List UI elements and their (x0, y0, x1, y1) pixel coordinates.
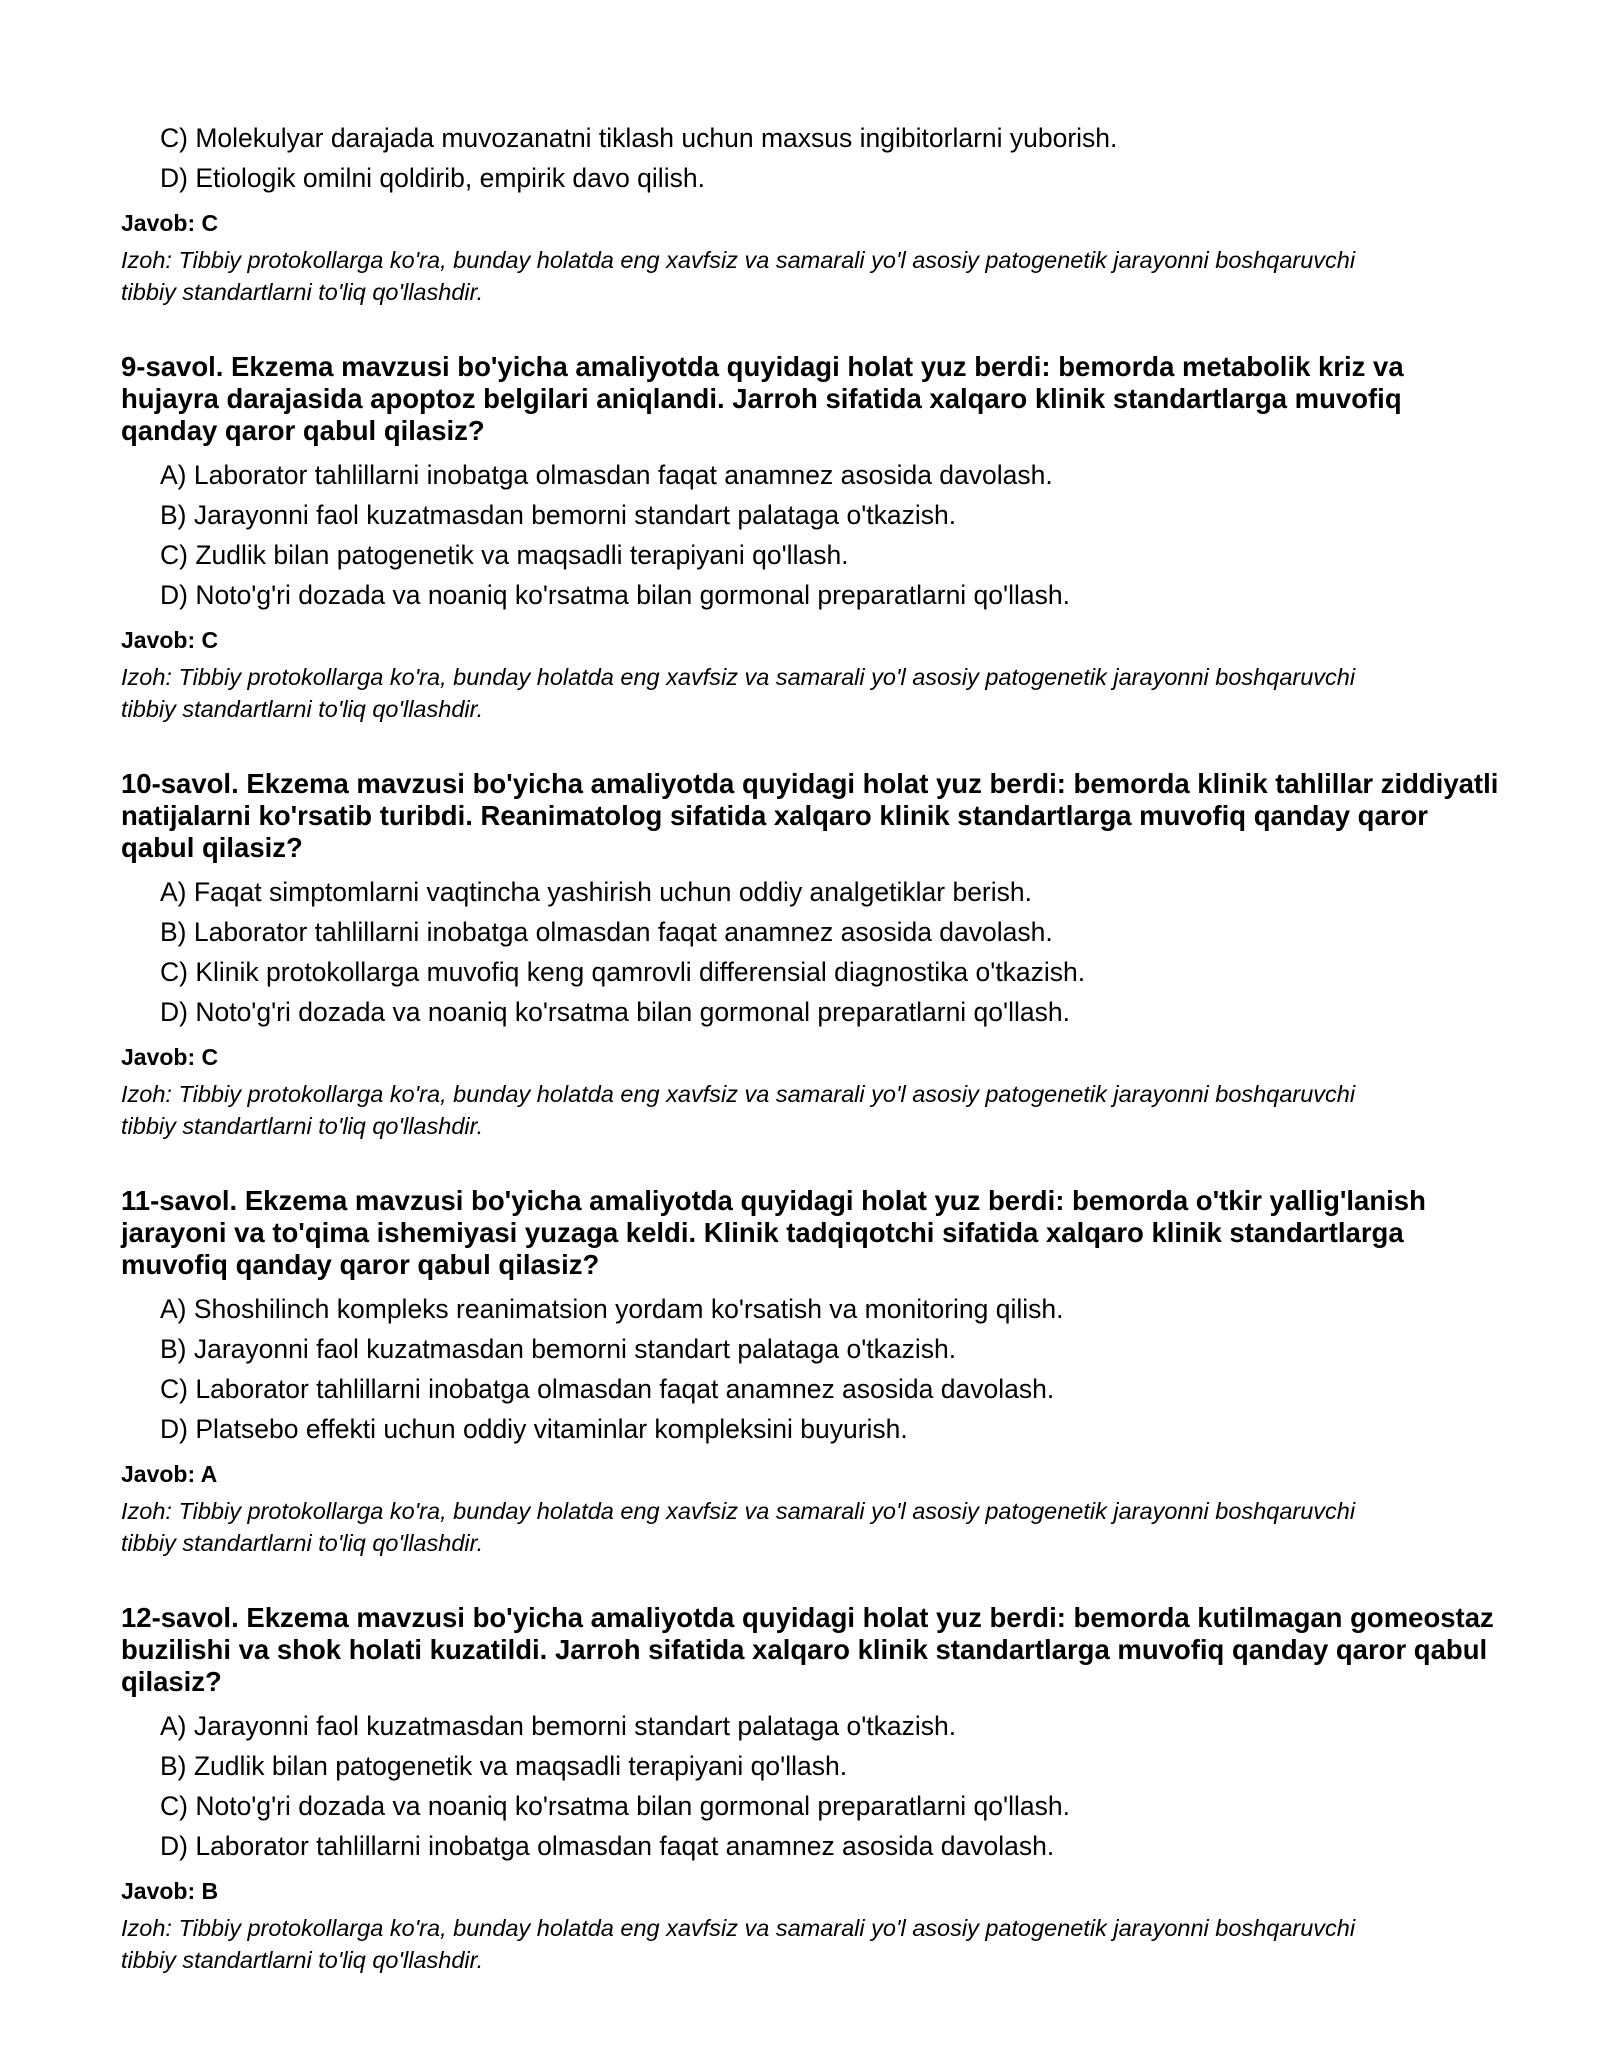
option-d: D) Etiologik omilni qoldirib, empirik davo qilish. (160, 163, 705, 193)
option-b: B) Jarayonni faol kuzatmasdan bemorni standart palataga o'tkazish. (160, 500, 957, 530)
document-page (121, 118, 1499, 1976)
option-c: C) Zudlik bilan patogenetik va maqsadli terapiyani qo'llash. (160, 540, 849, 570)
question-12 (121, 1602, 1494, 1976)
answer-label: Javob: B (121, 1878, 219, 1904)
option-list (121, 872, 1481, 1032)
option-list (121, 118, 1481, 198)
question-11 (121, 1185, 1481, 1559)
option-b: B) Zudlik bilan patogenetik va maqsadli terapiyani qo'llash. (160, 1751, 848, 1781)
explanation-note: Izoh: Tibbiy protokollarga ko'ra, bunday holatda eng xavfsiz va samarali yo'l asosiy patogenetik jarayonni boshqaruvchi tibbiy standartlarni to'liq qo'llashdir. (121, 1081, 1356, 1139)
option-list (121, 1706, 1481, 1866)
question-text: 12-savol. Ekzema mavzusi bo'yicha amaliyotda quyidagi holat yuz berdi: bemorda kutilmagan gomeostaz buzilishi va shok holati kuzatildi. Jarroh sifatida xalqaro klinik standartlarga muvofiq qanday qaror qabul qilasiz? (121, 1602, 1494, 1697)
option-list (121, 1289, 1481, 1449)
option-list (121, 455, 1481, 615)
question-10 (121, 768, 1499, 1142)
option-a: A) Faqat simptomlarni vaqtincha yashirish uchun oddiy analgetiklar berish. (160, 877, 1032, 907)
option-d: D) Laborator tahlillarni inobatga olmasdan faqat anamnez asosida davolash. (160, 1831, 1055, 1861)
option-b: B) Laborator tahlillarni inobatga olmasdan faqat anamnez asosida davolash. (160, 917, 1053, 947)
option-c: C) Klinik protokollarga muvofiq keng qamrovli differensial diagnostika o'tkazish. (160, 957, 1086, 987)
option-c: C) Noto'g'ri dozada va noaniq ko'rsatma bilan gormonal preparatlarni qo'llash. (160, 1791, 1070, 1821)
question-text: 9-savol. Ekzema mavzusi bo'yicha amaliyotda quyidagi holat yuz berdi: bemorda metabolik kriz va hujayra darajasida apoptoz belgilari aniqlandi. Jarroh sifatida xalqaro klinik standartlarga muvofiq qanday qaror qabul qilasiz? (121, 351, 1404, 446)
question-text: 11-savol. Ekzema mavzusi bo'yicha amaliyotda quyidagi holat yuz berdi: bemorda o'tkir yallig'lanish jarayoni va to'qima ishemiyasi yuzaga keldi. Klinik tadqiqotchi sifatida xalqaro klinik standartlarga muvofiq qanday qaror qabul qilasiz? (121, 1185, 1426, 1280)
answer-label: Javob: C (121, 1044, 219, 1070)
option-d: D) Platsebo effekti uchun oddiy vitaminlar kompleksini buyurish. (160, 1414, 908, 1444)
question-text: 10-savol. Ekzema mavzusi bo'yicha amaliyotda quyidagi holat yuz berdi: bemorda klinik tahlillar ziddiyatli natijalarni ko'rsatib turibdi. Reanimatolog sifatida xalqaro klinik standartlarga muvofiq qanday qaror qabul qilasiz? (121, 768, 1499, 863)
answer-label: Javob: C (121, 210, 219, 236)
explanation-note: Izoh: Tibbiy protokollarga ko'ra, bunday holatda eng xavfsiz va samarali yo'l asosiy patogenetik jarayonni boshqaruvchi tibbiy standartlarni to'liq qo'llashdir. (121, 247, 1356, 305)
option-b: B) Jarayonni faol kuzatmasdan bemorni standart palataga o'tkazish. (160, 1334, 957, 1364)
option-a: A) Shoshilinch kompleks reanimatsion yordam ko'rsatish va monitoring qilish. (160, 1294, 1064, 1324)
question-9 (121, 351, 1481, 725)
explanation-note: Izoh: Tibbiy protokollarga ko'ra, bunday holatda eng xavfsiz va samarali yo'l asosiy patogenetik jarayonni boshqaruvchi tibbiy standartlarni to'liq qo'llashdir. (121, 1498, 1356, 1556)
option-c: C) Laborator tahlillarni inobatga olmasdan faqat anamnez asosida davolash. (160, 1374, 1055, 1404)
option-c: C) Molekulyar darajada muvozanatni tiklash uchun maxsus ingibitorlarni yuborish. (160, 123, 1118, 153)
question-8-continuation (121, 118, 1481, 308)
explanation-note: Izoh: Tibbiy protokollarga ko'ra, bunday holatda eng xavfsiz va samarali yo'l asosiy patogenetik jarayonni boshqaruvchi tibbiy standartlarni to'liq qo'llashdir. (121, 664, 1356, 722)
explanation-note: Izoh: Tibbiy protokollarga ko'ra, bunday holatda eng xavfsiz va samarali yo'l asosiy patogenetik jarayonni boshqaruvchi tibbiy standartlarni to'liq qo'llashdir. (121, 1915, 1356, 1973)
option-a: A) Jarayonni faol kuzatmasdan bemorni standart palataga o'tkazish. (160, 1711, 957, 1741)
option-a: A) Laborator tahlillarni inobatga olmasdan faqat anamnez asosida davolash. (160, 460, 1053, 490)
answer-label: Javob: C (121, 627, 219, 653)
option-d: D) Noto'g'ri dozada va noaniq ko'rsatma bilan gormonal preparatlarni qo'llash. (160, 997, 1070, 1027)
answer-label: Javob: A (121, 1461, 218, 1487)
option-d: D) Noto'g'ri dozada va noaniq ko'rsatma bilan gormonal preparatlarni qo'llash. (160, 580, 1070, 610)
